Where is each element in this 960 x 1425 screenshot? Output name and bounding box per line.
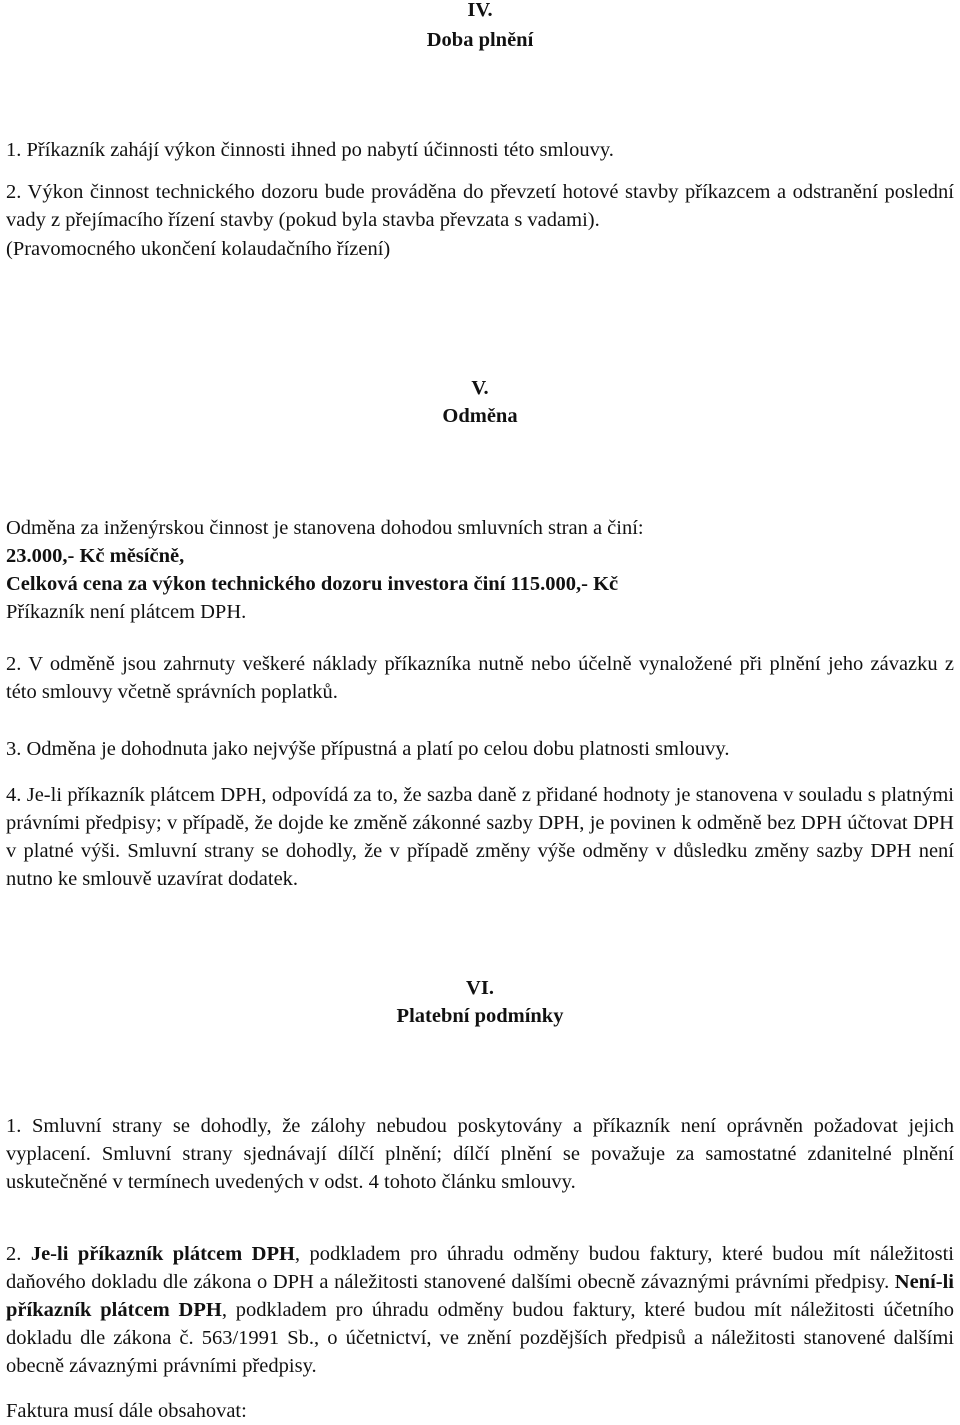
section-number: V. xyxy=(471,377,489,399)
paragraph: Faktura musí dále obsahovat: xyxy=(6,1400,247,1422)
bold-phrase: Není-li příkazník plátcem DPH xyxy=(6,1271,954,1321)
paragraph: 3. Odměna je dohodnuta jako nejvýše přípustná a platí po celou dobu platnosti smlouvy. xyxy=(6,738,730,760)
paragraph-number: 2. xyxy=(6,1243,31,1265)
section-number: IV. xyxy=(467,0,493,21)
total-price: Celková cena za výkon technického dozoru investora činí 115.000,- Kč xyxy=(6,573,619,595)
paragraph xyxy=(6,1240,954,1380)
vat-note: Příkazník není plátcem DPH. xyxy=(6,601,247,623)
paragraph: 2. Výkon činnost technického dozoru bude prováděna do převzetí hotové stavby příkazcem a odstranění poslední vady z přejímacího řízení stavby (pokud byla stavba převzata s vadami). xyxy=(6,181,954,231)
paragraph-continuation: (Pravomocného ukončení kolaudačního řízení) xyxy=(6,238,391,260)
paragraph: 1. Smluvní strany se dohodly, že zálohy nebudou poskytovány a příkazník není oprávněn požadovat jejich vyplacení. Smluvní strany sjednávají dílčí plnění; dílčí plnění se považuje za samostatné zdanitelné plnění uskutečněné v termínech uvedených v odst. 4 tohoto článku smlouvy. xyxy=(6,1115,954,1193)
monthly-fee: 23.000,- Kč měsíčně, xyxy=(6,545,185,567)
section-title: Doba plnění xyxy=(426,29,534,51)
section-title: Odměna xyxy=(442,405,518,427)
paragraph: 2. V odměně jsou zahrnuty veškeré náklady příkazníka nutně nebo účelně vynaložené při plnění jeho závazku z této smlouvy včetně správních poplatků. xyxy=(6,653,954,703)
paragraph: Odměna za inženýrskou činnost je stanovena dohodou smluvních stran a činí: xyxy=(6,517,644,539)
paragraph-text: , podkladem pro úhradu odměny budou faktury, které budou mít náležitosti účetního dokladu dle zákona č. 563/1991 Sb., o účetnictví, ve znění pozdějších předpisů a náležitosti stanovené dalšími obecně závaznými právními předpisy. xyxy=(6,1299,954,1377)
paragraph: 1. Příkazník zahájí výkon činnosti ihned po nabytí účinnosti této smlouvy. xyxy=(6,139,614,161)
bold-phrase: Je-li příkazník plátcem DPH xyxy=(30,1243,295,1265)
paragraph: 4. Je-li příkazník plátcem DPH, odpovídá za to, že sazba daně z přidané hodnoty je stanovena v souladu s platnými právními předpisy; v případě, že dojde ke změně zákonné sazby DPH, je povinen k odměně bez DPH účtovat DPH v platné výši. Smluvní strany se dohodly, že v případě změny výše odměny v důsledku změny sazby DPH není nutno ke smlouvě uzavírat dodatek. xyxy=(6,784,954,890)
section-number: VI. xyxy=(466,977,494,999)
section-title: Platební podmínky xyxy=(396,1005,564,1027)
paragraph-text: , podkladem pro úhradu odměny budou faktury, které budou mít náležitosti daňového dokladu dle zákona o DPH a náležitosti stanovené dalšími obecně závaznými právními předpisy. xyxy=(6,1243,955,1293)
